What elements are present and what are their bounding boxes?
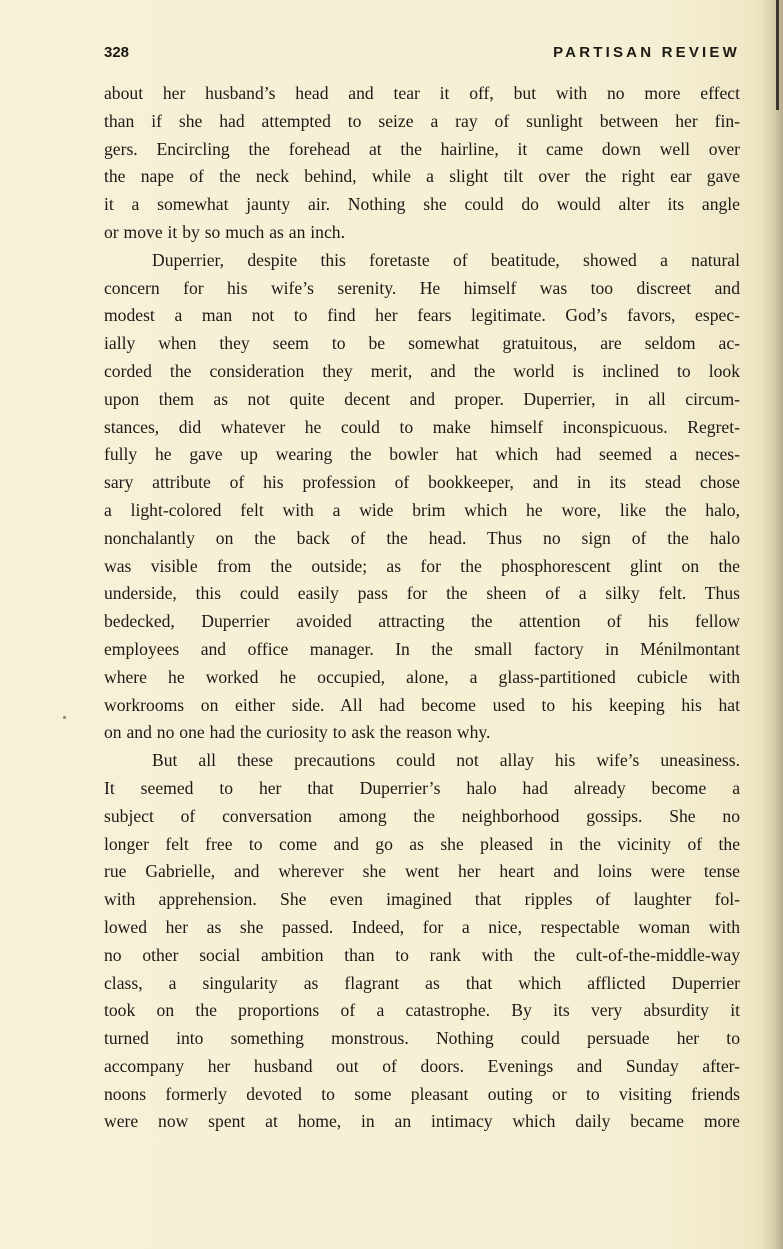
text-line: Duperrier, despite this foretaste of beatitude, showed a natural: [152, 249, 740, 270]
text-line: nonchalantly on the back of the head. Thus no sign of the halo: [104, 527, 740, 548]
journal-title: PARTISAN REVIEW: [553, 44, 740, 61]
text-line: fully he gave up wearing the bowler hat which had seemed a neces-: [104, 444, 740, 465]
text-line: stances, did whatever he could to make himself inconspicuous. Regret-: [104, 416, 740, 437]
running-head: [104, 44, 740, 68]
text-line: But all these precautions could not allay his wife’s uneasiness.: [152, 750, 740, 771]
text-line: the nape of the neck behind, while a slight tilt over the right ear gave: [104, 166, 740, 187]
text-line: It seemed to her that Duperrier’s halo had already become a: [104, 777, 740, 798]
margin-mark: [63, 716, 66, 719]
text-line: concern for his wife’s serenity. He himself was too discreet and: [104, 277, 740, 298]
text-line: gers. Encircling the forehead at the hairline, it came down well over: [104, 138, 740, 159]
text-line: turned into something monstrous. Nothing could persuade her to: [104, 1028, 740, 1049]
text-line: no other social ambition than to rank with the cult-of-the-middle-way: [104, 944, 740, 965]
text-line: rue Gabrielle, and wherever she went her heart and loins were tense: [104, 861, 740, 882]
text-line: sary attribute of his profession of bookkeeper, and in its stead chose: [104, 472, 740, 493]
text-line: bedecked, Duperrier avoided attracting the attention of his fellow: [104, 611, 740, 632]
text-line: where he worked he occupied, alone, a glass-partitioned cubicle with: [104, 666, 740, 687]
text-line: longer felt free to come and go as she pleased in the vicinity of the: [104, 833, 740, 854]
text-line: subject of conversation among the neighborhood gossips. She no: [104, 805, 740, 826]
body-text: [104, 80, 740, 1136]
text-line: employees and office manager. In the small factory in Ménilmontant: [104, 638, 740, 659]
page-number: 328: [104, 44, 130, 61]
text-line: noons formerly devoted to some pleasant outing or to visiting friends: [104, 1083, 740, 1104]
text-line: a light-colored felt with a wide brim which he wore, like the halo,: [104, 499, 740, 520]
page-edge-shadow: [761, 0, 783, 1249]
text-line: upon them as not quite decent and proper. Duperrier, in all circum-: [104, 388, 740, 409]
text-line: on and no one had the curiosity to ask the reason why.: [104, 722, 491, 743]
text-line: ially when they seem to be somewhat gratuitous, are seldom ac-: [104, 333, 740, 354]
text-line: underside, this could easily pass for the sheen of a silky felt. Thus: [104, 583, 740, 604]
page-edge-line: [776, 0, 779, 110]
text-line: modest a man not to find her fears legitimate. God’s favors, espec-: [104, 305, 740, 326]
text-line: workrooms on either side. All had become used to his keeping his hat: [104, 694, 740, 715]
text-line: lowed her as she passed. Indeed, for a nice, respectable woman with: [104, 916, 740, 937]
text-line: were now spent at home, in an intimacy which daily became more: [104, 1111, 740, 1132]
text-line: was visible from the outside; as for the phosphorescent glint on the: [104, 555, 740, 576]
text-line: corded the consideration they merit, and the world is inclined to look: [104, 360, 740, 381]
text-line: accompany her husband out of doors. Evenings and Sunday after-: [104, 1055, 740, 1076]
text-line: with apprehension. She even imagined that ripples of laughter fol-: [104, 889, 740, 910]
text-line: about her husband’s head and tear it off, but with no more effect: [104, 83, 740, 103]
text-line: it a somewhat jaunty air. Nothing she could do would alter its angle: [104, 194, 740, 215]
text-line: than if she had attempted to seize a ray of sunlight between her fin-: [104, 110, 740, 131]
text-line: took on the proportions of a catastrophe. By its very absurdity it: [104, 1000, 740, 1021]
text-line: or move it by so much as an inch.: [104, 221, 345, 242]
text-line: class, a singularity as flagrant as that which afflicted Duperrier: [104, 972, 740, 993]
